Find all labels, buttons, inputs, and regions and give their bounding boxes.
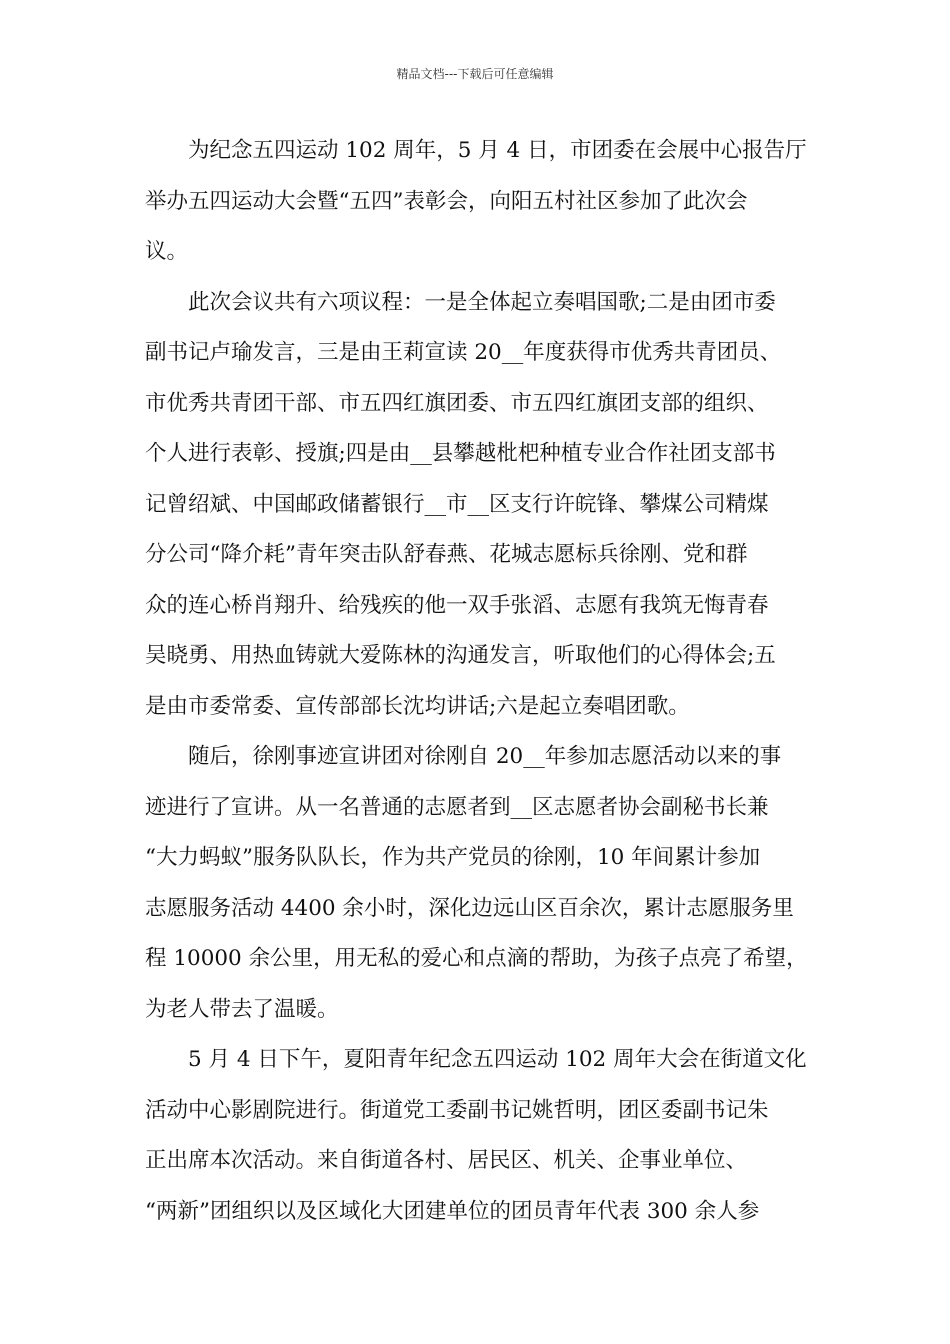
text-line: 记曾绍斌、中国邮政储蓄银行__市__区支行许皖锋、攀煤公司精煤 (145, 491, 769, 517)
document-body (145, 126, 810, 1237)
text-line: 志愿服务活动 4400 余小时，深化边远山区百余次，累计志愿服务里 (145, 895, 794, 921)
text-line: 此次会议共有六项议程：一是全体起立奏唱国歌;二是由团市委 (188, 289, 776, 315)
text-line: 随后，徐刚事迹宣讲团对徐刚自 20__年参加志愿活动以来的事 (188, 744, 782, 769)
text-line: 议。 (145, 239, 189, 264)
text-line: “大力蚂蚁”服务队队长，作为共产党员的徐刚，10 年间累计参加 (145, 845, 761, 870)
text-line: 正出席本次活动。来自街道各村、居民区、机关、企事业单位、 (145, 1148, 748, 1173)
text-line: 市优秀共青团干部、市五四红旗团委、市五四红旗团支部的组织、 (145, 390, 769, 416)
text-line: 个人进行表彰、授旗;四是由__县攀越枇杷种植专业合作社团支部书 (145, 441, 776, 466)
text-line: 举办五四运动大会暨“五四”表彰会，向阳五村社区参加了此次会 (145, 188, 748, 214)
paragraph-2 (145, 278, 810, 733)
text-line: 众的连心桥肖翔升、给残疾的他一双手张滔、志愿有我筑无悔青春 (145, 592, 769, 618)
paragraph-3 (145, 732, 810, 1035)
text-line: “两新”团组织以及区域化大团建单位的团员青年代表 300 余人参 (145, 1198, 760, 1224)
text-line: 活动中心影剧院进行。街道党工委副书记姚哲明，团区委副书记朱 (145, 1097, 769, 1123)
text-line: 5 月 4 日下午，夏阳青年纪念五四运动 102 周年大会在街道文化 (188, 1047, 807, 1072)
text-line: 程 10000 余公里，用无私的爱心和点滴的帮助，为孩子点亮了希望， (145, 946, 808, 971)
page-header: 精品文档---下载后可任意编辑 (396, 67, 554, 81)
text-line: 是由市委常委、宣传部部长沈均讲话;六是起立奏唱团歌。 (145, 693, 690, 719)
text-line: 副书记卢瑜发言，三是由王莉宣读 20__年度获得市优秀共青团员、 (145, 340, 782, 365)
text-line: 吴晓勇、用热血铸就大爱陈林的沟通发言，听取他们的心得体会;五 (145, 643, 776, 668)
text-line: 为纪念五四运动 102 周年，5 月 4 日，市团委在会展中心报告厅 (188, 138, 807, 163)
paragraph-1 (145, 126, 810, 278)
paragraph-4 (145, 1035, 810, 1237)
text-line: 分公司“降介耗”青年突击队舒春燕、花城志愿标兵徐刚、党和群 (145, 542, 748, 567)
text-line: 为老人带去了温暖。 (145, 996, 339, 1022)
text-line: 迹进行了宣讲。从一名普通的志愿者到__区志愿者协会副秘书长兼 (145, 794, 769, 820)
